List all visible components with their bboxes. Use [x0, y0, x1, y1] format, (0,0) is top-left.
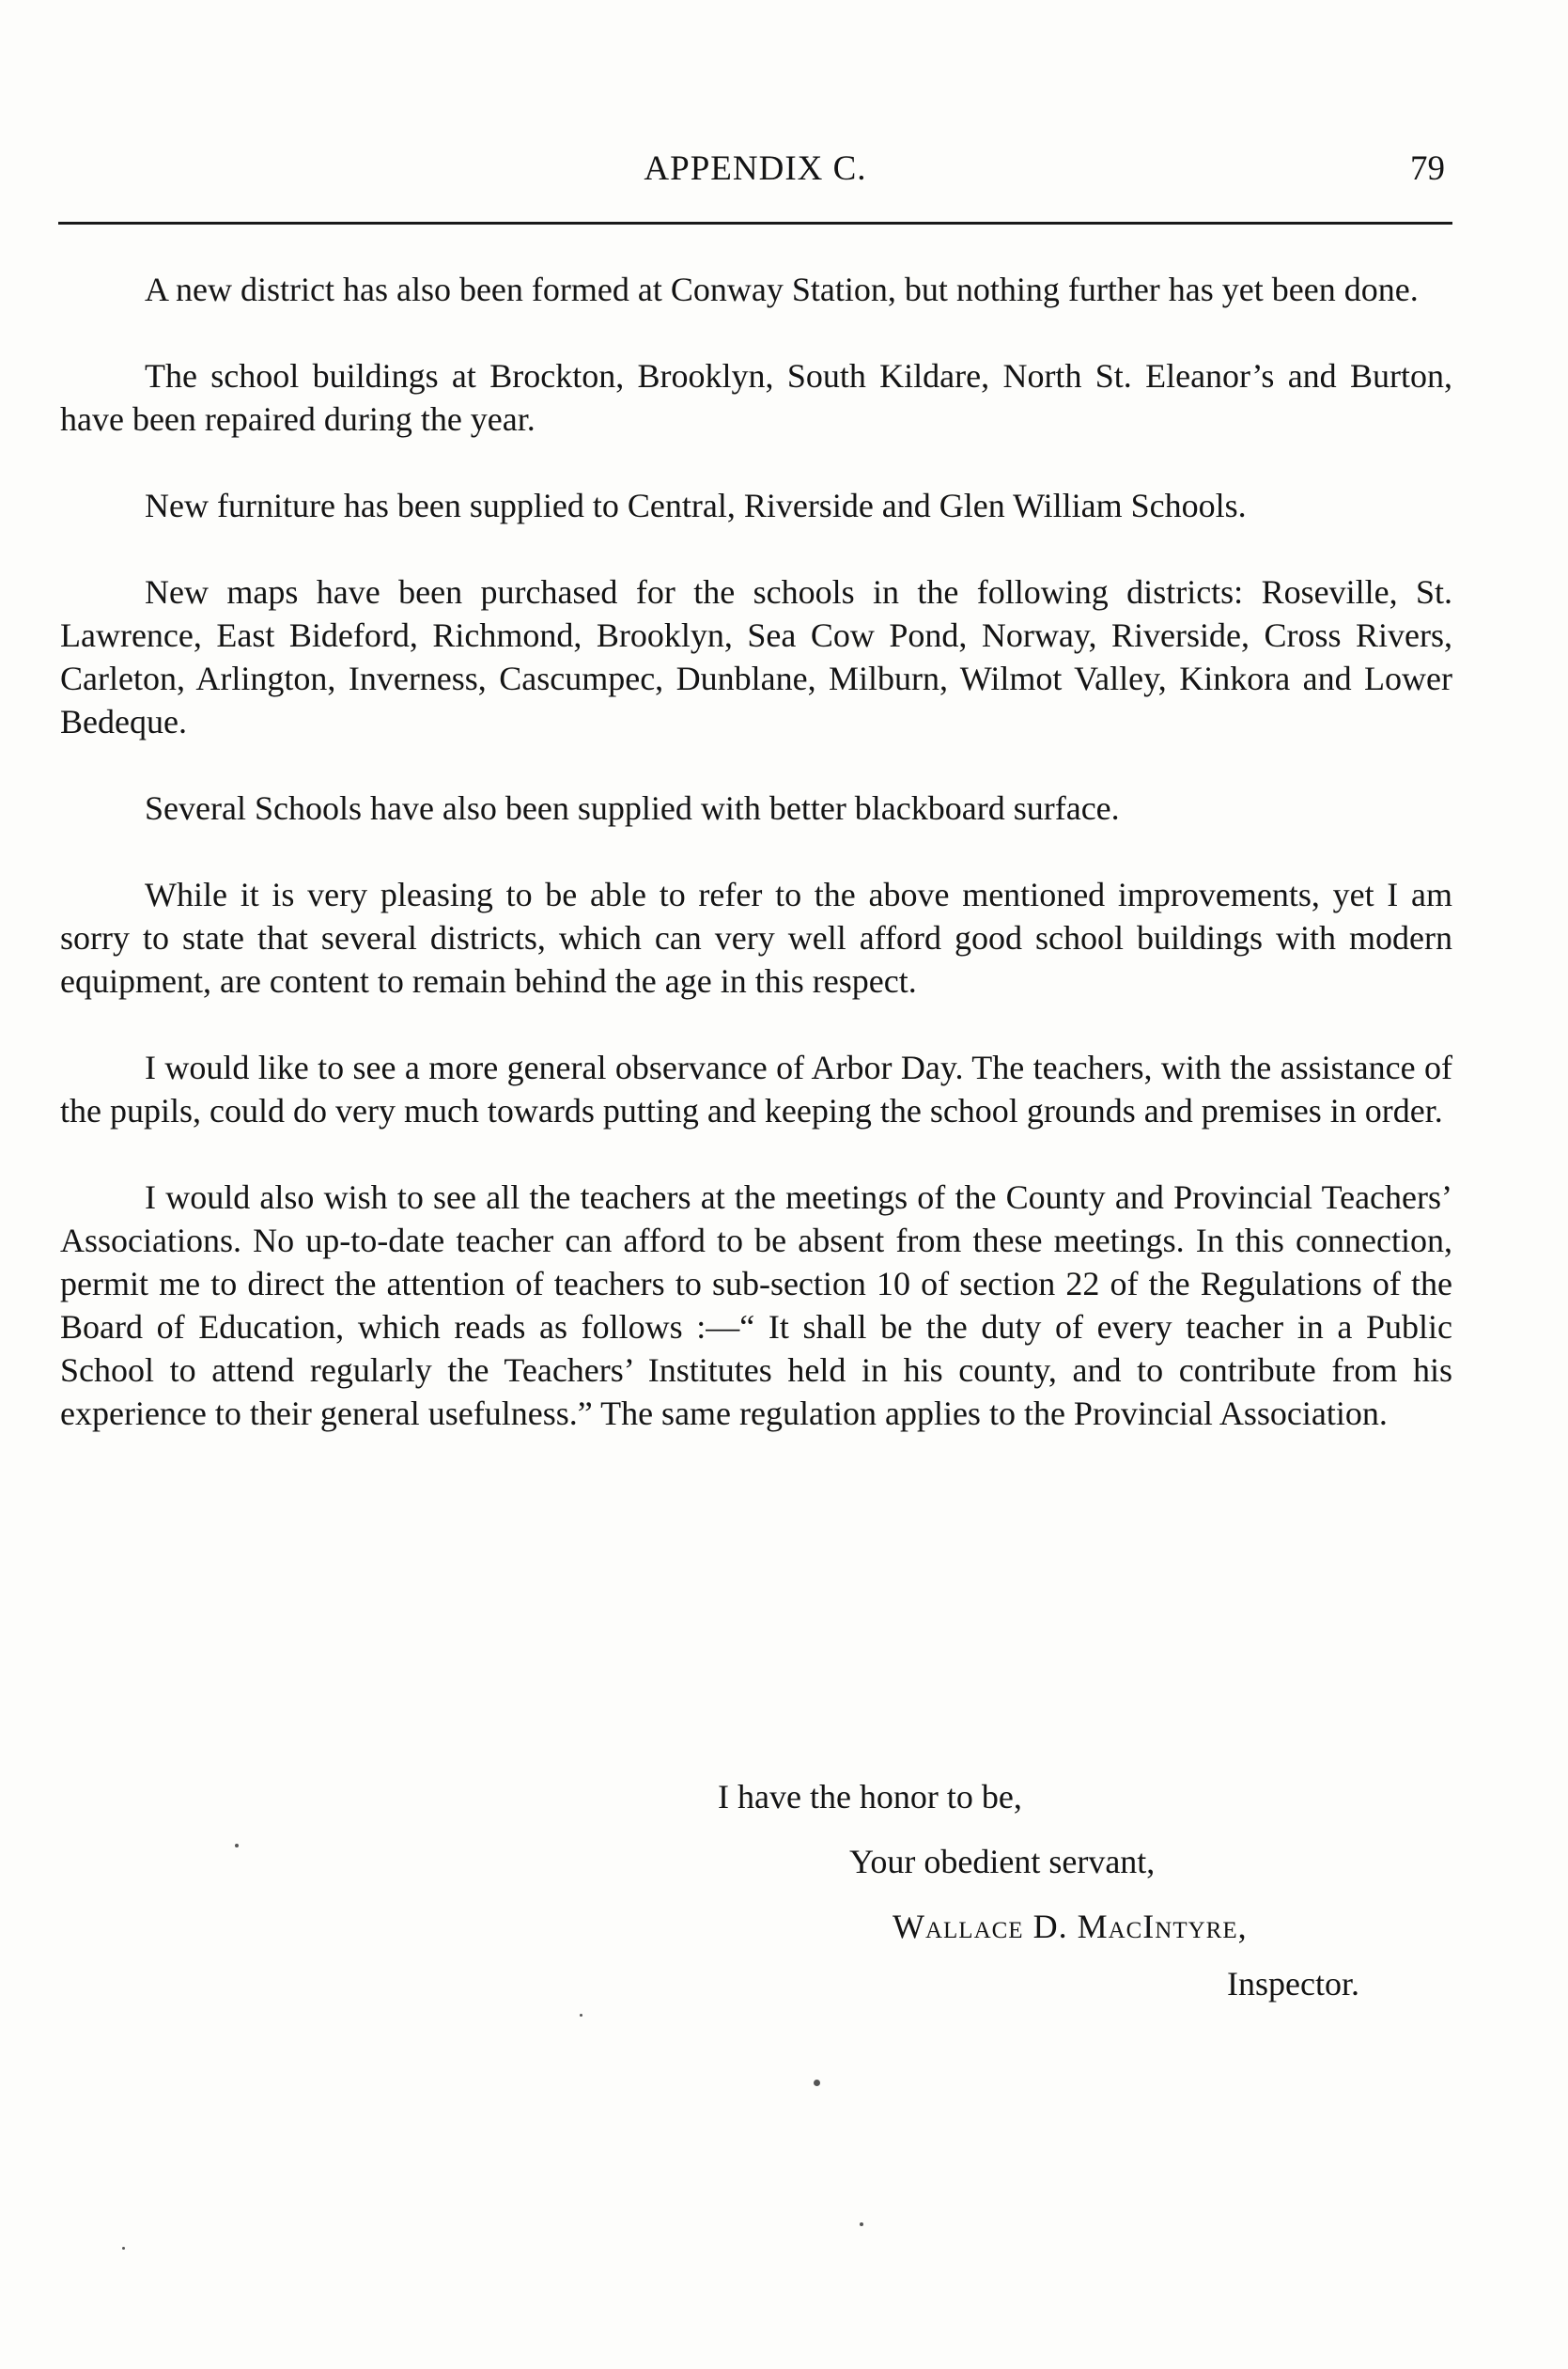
ink-speck: [235, 1844, 239, 1847]
signature-text: Wallace D. MacIntyre,: [893, 1908, 1248, 1945]
page-number: 79: [1410, 149, 1445, 188]
paragraph-arbor-day: I would like to see a more general observance of Arbor Day. The teachers, with the assistance of the pupils, could do very much towards putting and keeping the school grounds and premises in order.: [60, 1049, 1452, 1130]
signature-title: Inspector.: [1227, 1965, 1359, 2003]
paragraph-associations: I would also wish to see all the teachers at the meetings of the County and Provincial Teachers’ Associations. No up-to-date teacher can afford to be absent from these meetings. In this connection, permit me to direct the attention of teachers to sub-section 10 of section 22 of the Regulations of the Board of Education, which reads as follows :—“ It shall be the duty of every teacher in a Public School to attend regularly the Teachers’ Institutes held in his county, and to contribute from his experience to their general usefulness.” The same regulation applies to the Provincial Association.: [60, 1178, 1452, 1432]
ink-speck: [860, 2222, 863, 2226]
page-header: [60, 148, 1451, 195]
ink-speck: [122, 2247, 125, 2250]
header-rule: [58, 222, 1452, 225]
paragraph-conway-station: A new district has also been formed at Conway Station, but nothing further has yet been done.: [145, 271, 1419, 308]
signature-name: [893, 1905, 1248, 1948]
closing-salutation: I have the honor to be,: [718, 1778, 1022, 1816]
running-head: APPENDIX C.: [644, 149, 867, 188]
paragraph-furniture: New furniture has been supplied to Central, Riverside and Glen William Schools.: [145, 487, 1247, 524]
ink-speck: [814, 2080, 820, 2086]
ink-speck: [580, 2014, 582, 2017]
paragraph-blackboards: Several Schools have also been supplied with better blackboard surface.: [145, 789, 1120, 827]
paragraph-maps: New maps have been purchased for the schools in the following districts: Roseville, St. Lawrence, East Bideford, Richmond, Brooklyn, Sea Cow Pond, Norway, Riverside, Cross Rivers, Carleton, Arlington, Inverness, Cascumpec, Dunblane, Milburn, Wilmot Valley, Kinkora and Lower Bedeque.: [60, 573, 1452, 740]
paragraph-improvements: While it is very pleasing to be able to refer to the above mentioned improvements, yet I am sorry to state that several districts, which can very well afford good school buildings with modern equipment, are content to remain behind the age in this respect.: [60, 876, 1452, 1000]
body-text: [60, 268, 1452, 1478]
closing-valediction: Your obedient servant,: [849, 1843, 1156, 1880]
paragraph-repairs: The school buildings at Brockton, Brooklyn, South Kildare, North St. Eleanor’s and Burton, have been repaired during the year.: [60, 357, 1452, 438]
